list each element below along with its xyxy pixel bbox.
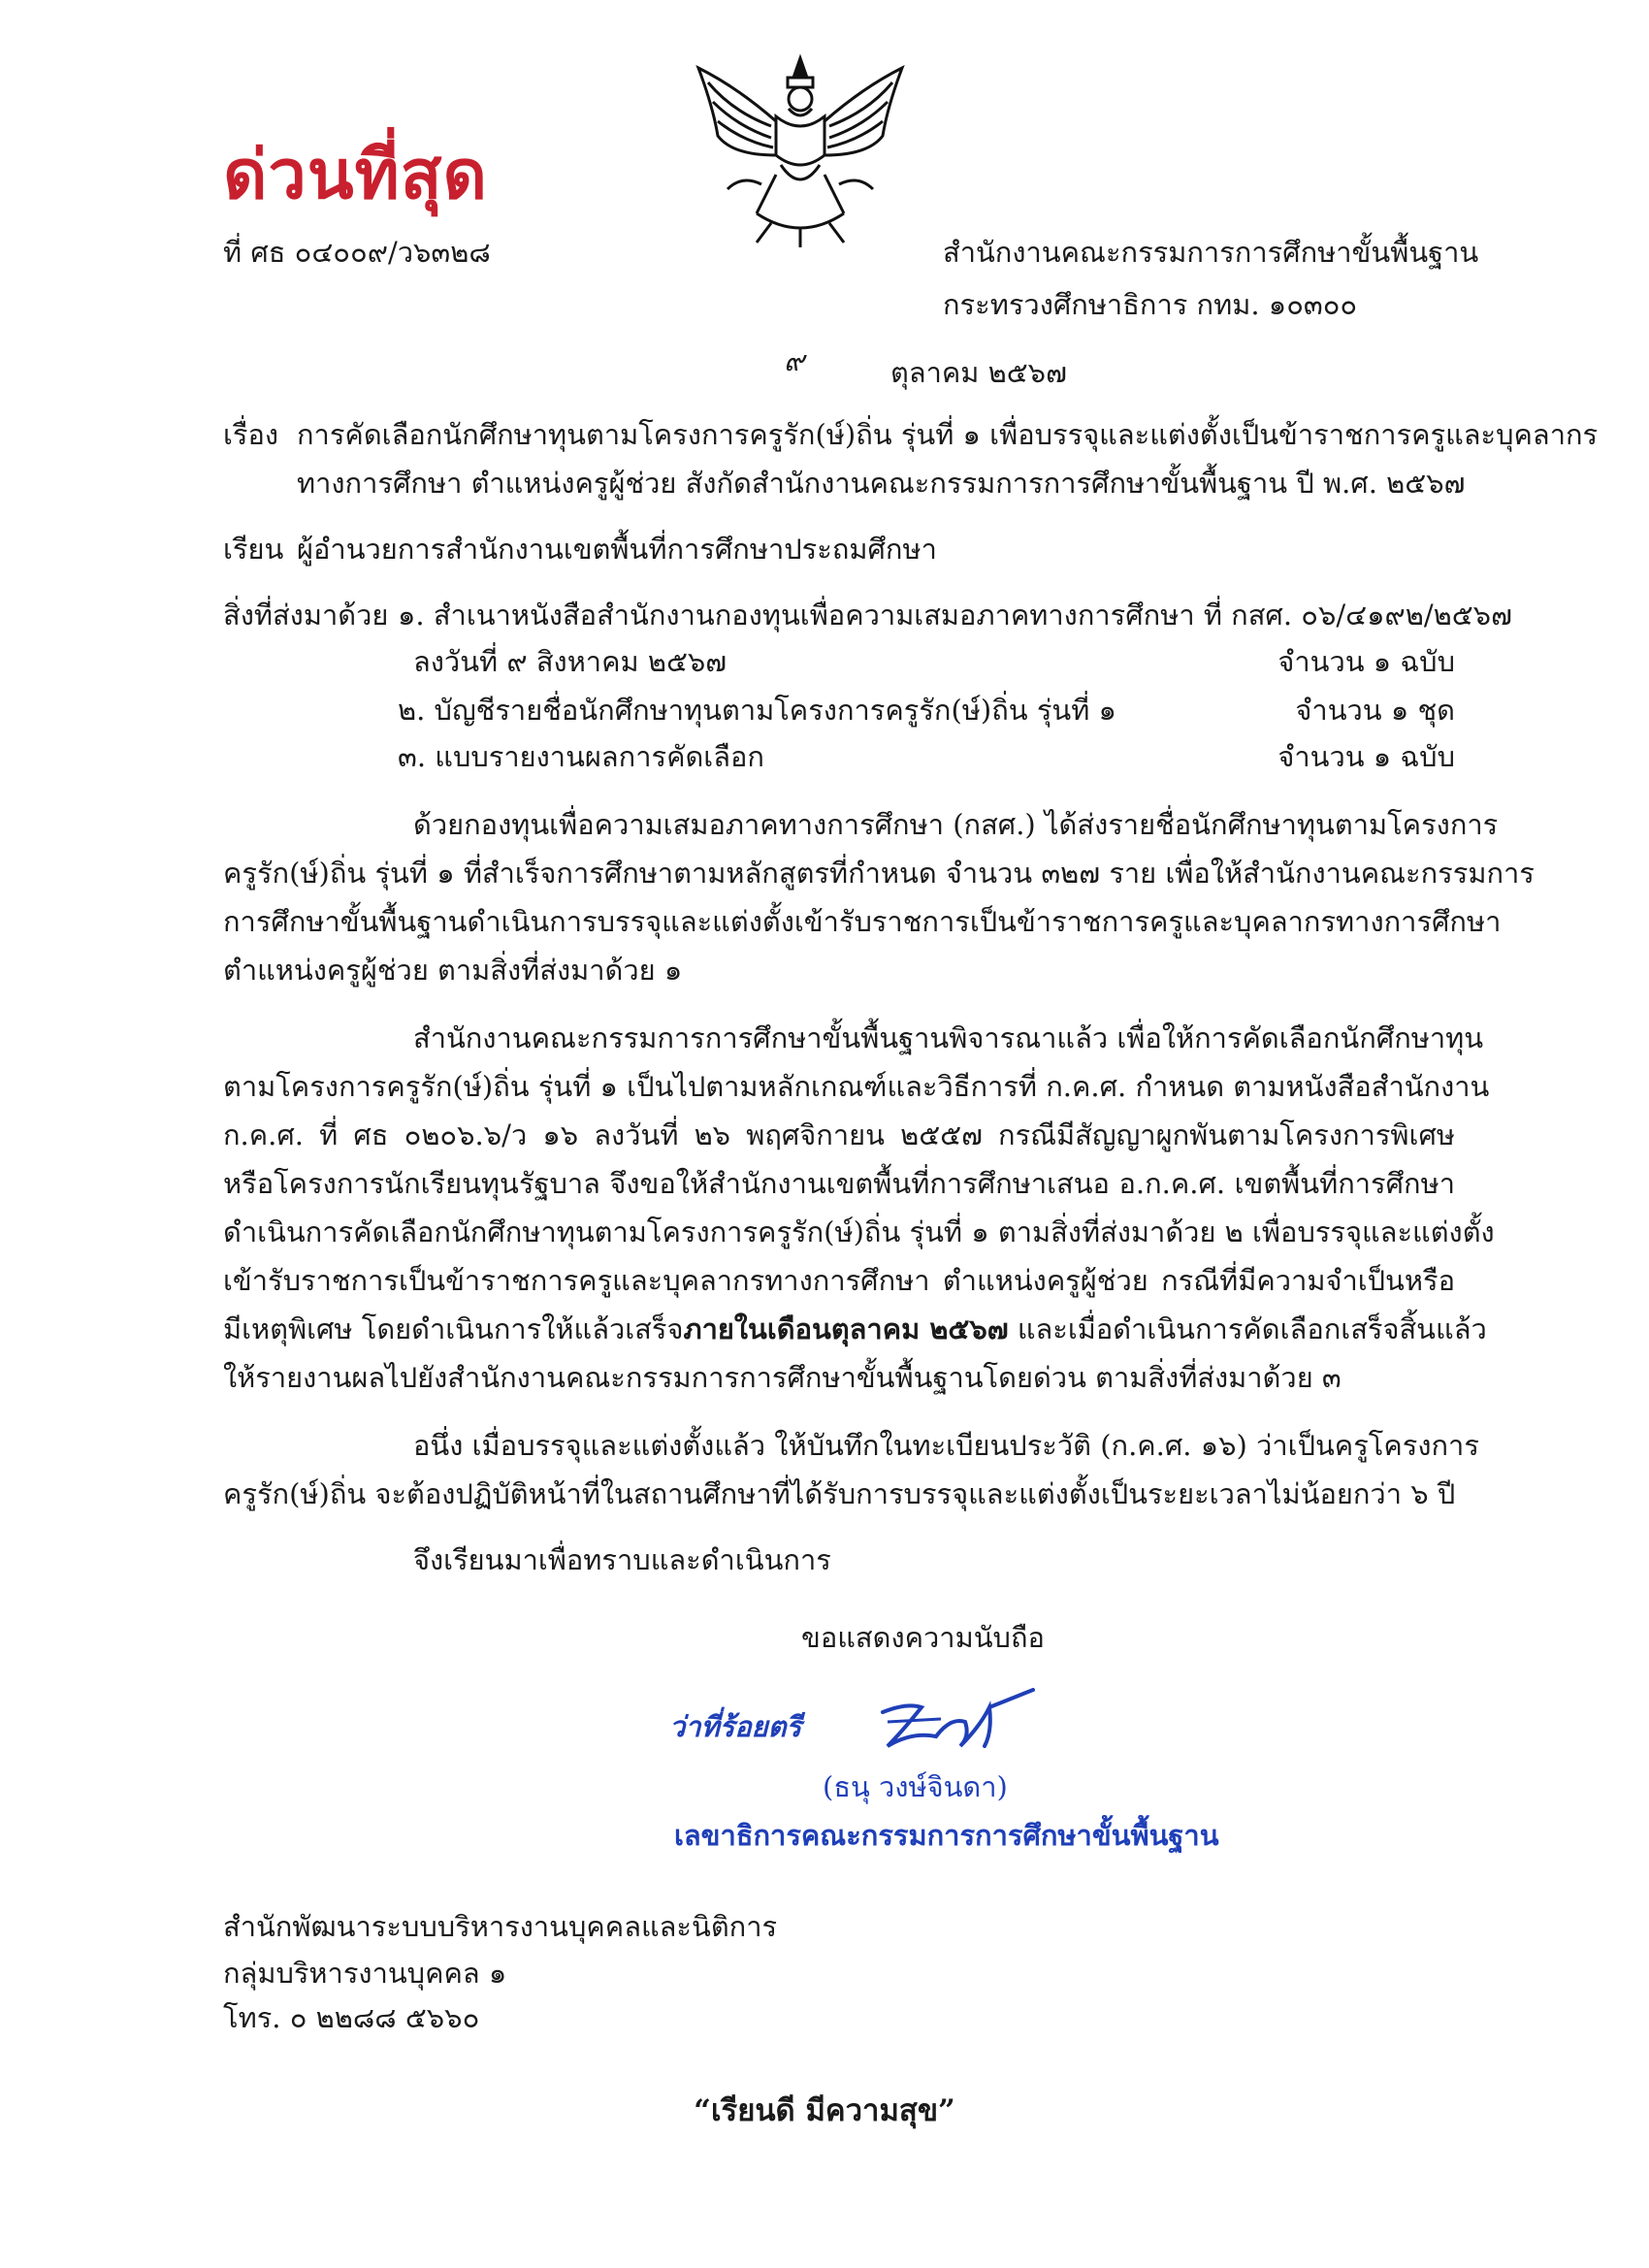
issuer-ministry: กระทรวงศึกษาธิการ กทม. ๑๐๓๐๐ <box>943 288 1358 321</box>
paragraph-2-line: ตามโครงการครูรัก(ษ์)ถิ่น รุ่นที่ ๑ เป็นไปตามหลักเกณฑ์และวิธีการที่ ก.ค.ศ. กำหนด ตามหนังสือสำนักงาน <box>223 1070 1490 1103</box>
paragraph-3-line: ครูรัก(ษ์)ถิ่น จะต้องปฏิบัติหน้าที่ในสถานศึกษาที่ได้รับการบรรจุและแต่งตั้งเป็นระยะเวลาไม่น้อยกว่า ๖ ปี <box>223 1477 1456 1510</box>
paragraph-1-line: ด้วยกองทุนเพื่อความเสมอภาคทางการศึกษา (กสศ.) ได้ส่งรายชื่อนักศึกษาทุนตามโครงการ <box>413 808 1499 841</box>
slogan: “เรียนดี มีความสุข” <box>694 2093 955 2128</box>
date-month-year: ตุลาคม ๒๕๖๗ <box>890 356 1067 389</box>
paragraph-2-line: ให้รายงานผลไปยังสำนักงานคณะกรรมการการศึกษาขั้นพื้นฐานโดยด่วน ตามสิ่งที่ส่งมาด้วย ๓ <box>223 1361 1342 1394</box>
enclosure-item: ๑. สำเนาหนังสือสำนักงานกองทุนเพื่อความเสมอภาคทางการศึกษา ที่ กสศ. ๐๖/๔๑๙๒/๒๕๖๗ <box>398 599 1512 632</box>
paragraph-2-line: หรือโครงการนักเรียนทุนรัฐบาล จึงขอให้สำนักงานเขตพื้นที่การศึกษาเสนอ อ.ก.ค.ศ. เขตพื้นที่การศึกษา <box>223 1167 1455 1200</box>
enclosure-quantity: จำนวน ๑ ฉบับ <box>1277 645 1455 678</box>
paragraph-2-line: สำนักงานคณะกรรมการการศึกษาขั้นพื้นฐานพิจารณาแล้ว เพื่อให้การคัดเลือกนักศึกษาทุน <box>413 1021 1484 1054</box>
enclosures-label: สิ่งที่ส่งมาด้วย <box>223 599 389 632</box>
footer-group: กลุ่มบริหารงานบุคคล ๑ <box>223 1957 507 1990</box>
recipient-text: ผู้อำนวยการสำนักงานเขตพื้นที่การศึกษาประถมศึกษา <box>297 533 937 566</box>
signer-rank: ว่าที่ร้อยตรี <box>669 1710 802 1743</box>
footer-office: สำนักพัฒนาระบบบริหารงานบุคคลและนิติการ <box>223 1910 778 1943</box>
subject-label: เรื่อง <box>223 418 279 451</box>
deadline-text-after: และเมื่อดำเนินการคัดเลือกเสร็จสิ้นแล้ว <box>1008 1312 1487 1345</box>
salutation: ขอแสดงความนับถือ <box>801 1621 1045 1654</box>
footer-phone: โทร. ๐ ๒๒๘๘ ๕๖๖๐ <box>223 2001 480 2034</box>
urgency-stamp: ด่วนที่สุด <box>223 134 488 214</box>
enclosure-item: ลงวันที่ ๙ สิงหาคม ๒๕๖๗ <box>413 645 728 678</box>
closing-line: จึงเรียนมาเพื่อทราบและดำเนินการ <box>413 1543 831 1576</box>
document-number: ที่ ศธ ๐๔๐๐๙/ว๖๓๒๘ <box>223 236 491 269</box>
signer-name: (ธนุ วงษ์จินดา) <box>823 1770 1008 1803</box>
deadline-emphasis: ภายในเดือนตุลาคม ๒๕๖๗ <box>683 1312 1009 1345</box>
subject-line-1: การคัดเลือกนักศึกษาทุนตามโครงการครูรัก(ษ์)ถิ่น รุ่นที่ ๑ เพื่อบรรจุและแต่งตั้งเป็นข้าราชการครูและบุคลากร <box>297 418 1599 451</box>
paragraph-2-line: ก.ค.ศ. ที่ ศธ ๐๒๐๖.๖/ว ๑๖ ลงวันที่ ๒๖ พฤศจิกายน ๒๕๕๗ กรณีมีสัญญาผูกพันตามโครงการพิเศษ <box>223 1118 1455 1151</box>
paragraph-1-line: ตำแหน่งครูผู้ช่วย ตามสิ่งที่ส่งมาด้วย ๑ <box>223 954 683 987</box>
enclosure-quantity: จำนวน ๑ ชุด <box>1295 694 1455 727</box>
deadline-text-before: มีเหตุพิเศษ โดยดำเนินการให้แล้วเสร็จ <box>223 1312 684 1345</box>
paragraph-2-line: เข้ารับราชการเป็นข้าราชการครูและบุคลากรทางการศึกษา ตำแหน่งครูผู้ช่วย กรณีที่มีความจำเป็นหรือ <box>223 1264 1455 1297</box>
date-day: ๙ <box>784 344 805 377</box>
signature-icon <box>868 1678 1043 1766</box>
signer-position: เลขาธิการคณะกรรมการการศึกษาขั้นพื้นฐาน <box>674 1819 1219 1852</box>
paragraph-3-line: อนึ่ง เมื่อบรรจุและแต่งตั้งแล้ว ให้บันทึกในทะเบียนประวัติ (ก.ค.ศ. ๑๖) ว่าเป็นครูโครงการ <box>413 1429 1479 1462</box>
paragraph-2-line: ดำเนินการคัดเลือกนักศึกษาทุนตามโครงการครูรัก(ษ์)ถิ่น รุ่นที่ ๑ ตามสิ่งที่ส่งมาด้วย ๒ เพื่อบรรจุและแต่งตั้ง <box>223 1215 1495 1248</box>
paragraph-1-line: การศึกษาขั้นพื้นฐานดำเนินการบรรจุและแต่งตั้งเข้ารับราชการเป็นข้าราชการครูและบุคลากรทางการศึกษา <box>223 905 1502 938</box>
issuer-office: สำนักงานคณะกรรมการการศึกษาขั้นพื้นฐาน <box>943 236 1479 269</box>
paragraph-2-deadline-line <box>223 1310 1487 1348</box>
enclosure-item: ๓. แบบรายงานผลการคัดเลือก <box>398 740 764 773</box>
recipient-label: เรียน <box>223 533 284 566</box>
enclosure-item: ๒. บัญชีรายชื่อนักศึกษาทุนตามโครงการครูรัก(ษ์)ถิ่น รุ่นที่ ๑ <box>398 694 1116 727</box>
paragraph-1-line: ครูรัก(ษ์)ถิ่น รุ่นที่ ๑ ที่สำเร็จการศึกษาตามหลักสูตรที่กำหนด จำนวน ๓๒๗ ราย เพื่อให้สำนักงานคณะกรรมการ <box>223 857 1535 890</box>
subject-line-2: ทางการศึกษา ตำแหน่งครูผู้ช่วย สังกัดสำนักงานคณะกรรมการการศึกษาขั้นพื้นฐาน ปี พ.ศ. ๒๕๖๗ <box>297 467 1466 500</box>
enclosure-quantity: จำนวน ๑ ฉบับ <box>1277 740 1455 773</box>
garuda-emblem-icon <box>679 49 922 252</box>
